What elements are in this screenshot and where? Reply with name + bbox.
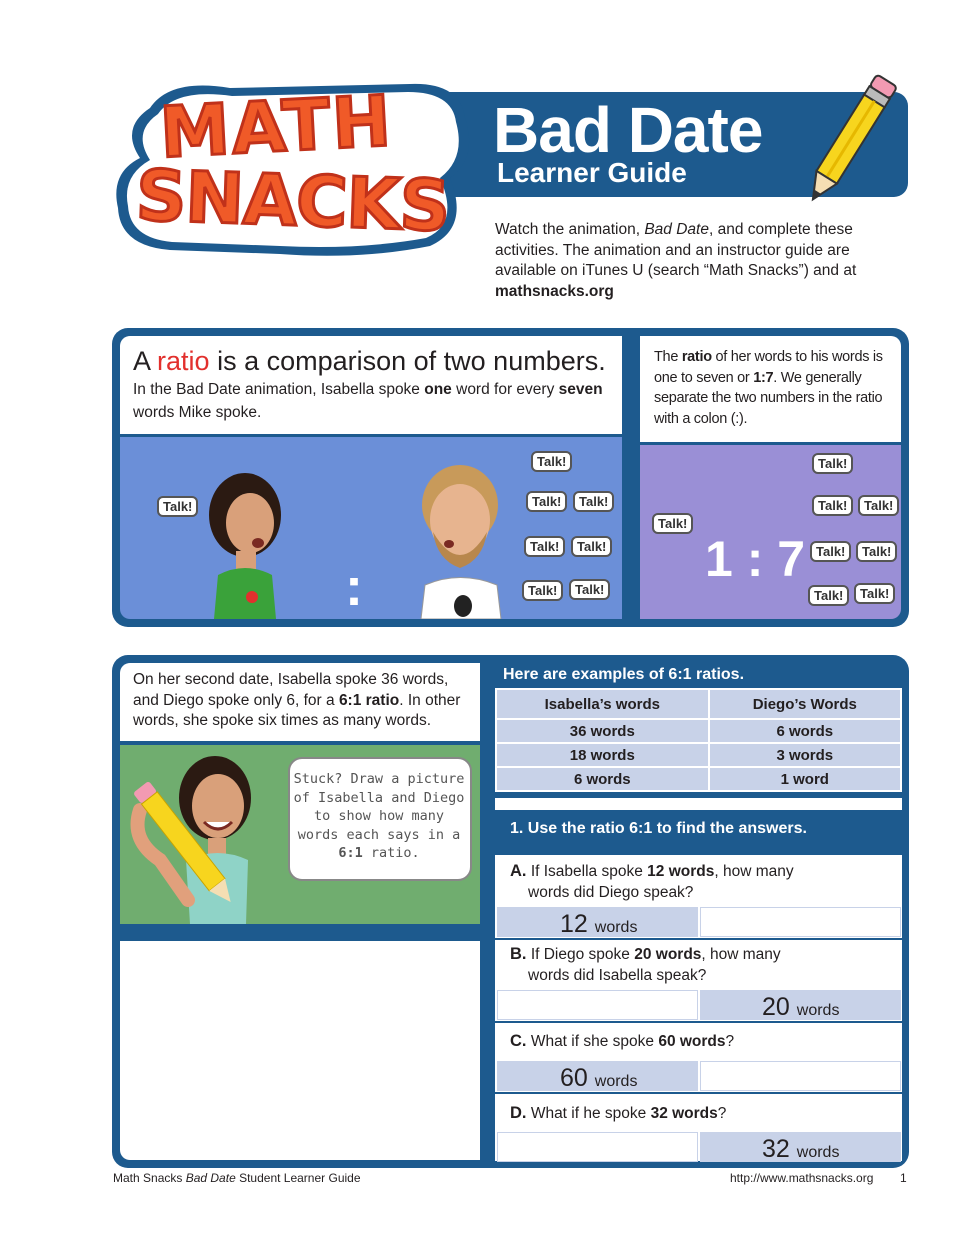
isabella-with-pencil-illustration	[120, 750, 280, 924]
ratio-paragraph: In the Bad Date animation, Isabella spoke one word for every seven words Mike spoke.	[133, 381, 603, 421]
divider	[495, 938, 902, 940]
logo-math-text: MATH	[158, 79, 395, 175]
drawing-area[interactable]	[120, 941, 480, 1160]
table-cell: 36 words	[496, 719, 709, 743]
answer-c-value: 60 words	[560, 1064, 638, 1092]
table-cell: 6 words	[496, 767, 709, 791]
second-date-paragraph: On her second date, Isabella spoke 36 words, and Diego spoke only 6, for a 6:1 ratio. In other words, she spoke six times as many words.	[133, 671, 461, 729]
answer-c-diego[interactable]	[700, 1061, 901, 1091]
answer-a-diego[interactable]	[700, 907, 901, 937]
talk-bubble: Talk!	[810, 541, 851, 562]
page-subtitle: Learner Guide	[497, 157, 687, 188]
talk-bubble: Talk!	[652, 513, 693, 534]
talk-bubble: Talk!	[808, 585, 849, 606]
talk-bubble: Talk!	[531, 451, 572, 472]
talk-bubble: Talk!	[856, 541, 897, 562]
talk-bubble: Talk!	[569, 579, 610, 600]
isabella-illustration	[200, 465, 290, 619]
footer-title: Math Snacks Bad Date Student Learner Guide	[113, 1171, 361, 1185]
answer-d-isabella[interactable]	[497, 1132, 698, 1162]
talk-bubble: Talk!	[573, 491, 614, 512]
talk-bubble: Talk!	[526, 491, 567, 512]
table-cell: 1 word	[709, 767, 901, 791]
talk-bubble: Talk!	[571, 536, 612, 557]
talk-bubble: Talk!	[524, 536, 565, 557]
table-gap	[495, 798, 902, 810]
ratio-heading: A ratio is a comparison of two numbers.	[133, 346, 606, 376]
ratio-colon: :	[345, 557, 363, 617]
divider	[495, 1021, 902, 1023]
talk-bubble: Talk!	[522, 580, 563, 601]
examples-title: Here are examples of 6:1 ratios.	[503, 666, 745, 683]
math-snacks-logo	[110, 78, 480, 258]
mathsnacks-link[interactable]: mathsnacks.org	[495, 282, 614, 300]
mike-illustration	[405, 460, 515, 619]
table-row	[496, 719, 901, 743]
talk-bubble: Talk!	[854, 583, 895, 604]
footer-url[interactable]: http://www.mathsnacks.org	[730, 1171, 874, 1185]
table-cell: 18 words	[496, 743, 709, 767]
col-header-diego: Diego’s Words	[709, 689, 901, 719]
ratio-side-note: The ratio of her words to his words is one to seven or 1:7. We generally separate the two numbers in the ratio with a colon (:).	[654, 349, 883, 427]
table-row	[496, 743, 901, 767]
answer-d-value: 32 words	[762, 1135, 840, 1163]
logo-snacks-text: SNACKS	[134, 154, 451, 248]
talk-bubble: Talk!	[812, 453, 853, 474]
question-d: D. What if he spoke 32 words?	[510, 1104, 727, 1122]
question-a: A. If Isabella spoke 12 words, how many words did Diego speak?	[510, 862, 794, 901]
table-cell: 6 words	[709, 719, 901, 743]
col-header-isabella: Isabella’s words	[496, 689, 709, 719]
table-header-row	[496, 689, 901, 719]
question-b: B. If Diego spoke 20 words, how many words did Isabella speak?	[510, 945, 781, 984]
ratio-display: 1 : 7	[705, 531, 806, 587]
hint-text: Stuck? Draw a picture of Isabella and Diego to show how many words each says in a 6:1 ratio.	[293, 771, 465, 861]
question-c: C. What if she spoke 60 words?	[510, 1032, 735, 1050]
pencil-icon	[800, 70, 900, 210]
answer-b-isabella[interactable]	[497, 990, 698, 1020]
page-title: Bad Date	[493, 94, 763, 166]
talk-bubble: Talk!	[157, 496, 198, 517]
questions-heading: 1. Use the ratio 6:1 to find the answers.	[510, 820, 807, 837]
divider	[495, 1092, 902, 1094]
examples-table-wrap	[495, 688, 902, 792]
page-number: 1	[900, 1171, 907, 1185]
intro-paragraph: Watch the animation, Bad Date, and complete these activities. The animation and an instructor guide are available on iTunes U (search “Math Snacks”) and at mathsnacks.org	[495, 221, 857, 300]
table-row	[496, 767, 901, 791]
answer-b-value: 20 words	[762, 993, 840, 1021]
answer-a-value: 12 words	[560, 910, 638, 938]
talk-bubble: Talk!	[858, 495, 899, 516]
talk-bubble: Talk!	[812, 495, 853, 516]
table-cell: 3 words	[709, 743, 901, 767]
examples-table	[495, 688, 902, 792]
